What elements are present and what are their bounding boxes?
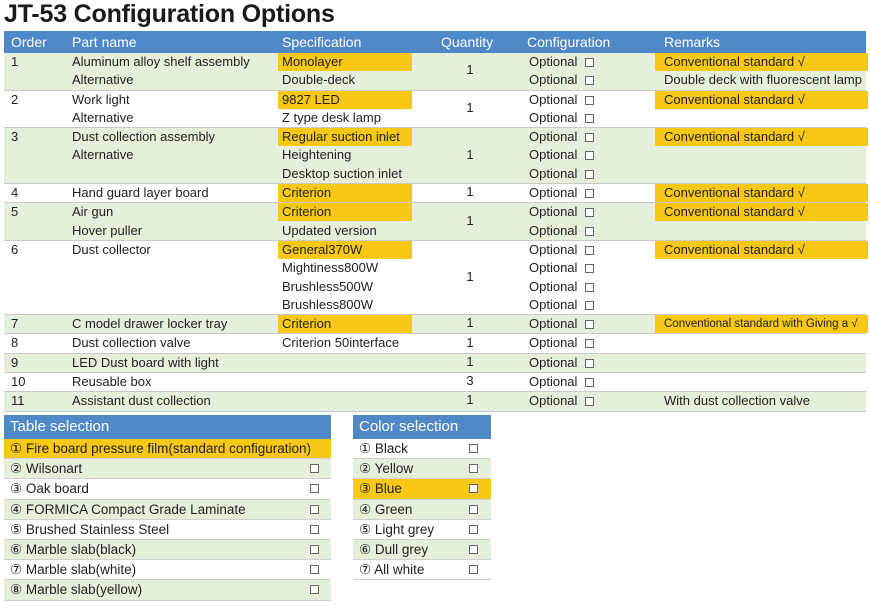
table-subrow (4, 146, 866, 164)
header-configuration: Configuration (527, 34, 611, 50)
option-label: ③ Blue (359, 481, 402, 497)
checkbox[interactable] (310, 545, 319, 554)
specification-cell: General370W (278, 241, 412, 259)
remarks-cell: Conventional standard √ (655, 241, 868, 259)
checkbox[interactable] (585, 246, 594, 255)
configuration-label: Optional (529, 109, 578, 125)
table-subrow (4, 315, 866, 333)
quantity-cell: 3 (466, 373, 474, 389)
color-selection-title: Color selection (353, 415, 491, 439)
option-label: ④ FORMICA Compact Grade Laminate (10, 501, 246, 517)
specification-cell: Z type desk lamp (282, 109, 381, 125)
part-name-cell: Dust collection assembly (72, 129, 216, 145)
configuration-label: Optional (529, 316, 578, 332)
configuration-label: Optional (529, 354, 578, 370)
configuration-label: Optional (529, 91, 578, 107)
option-label: ⑥ Marble slab(black) (10, 541, 137, 557)
table-subrow (4, 241, 866, 259)
table-row (4, 315, 866, 334)
checkbox[interactable] (585, 58, 594, 67)
order-cell: 6 (11, 241, 19, 257)
part-name-cell: Alternative (72, 147, 134, 163)
specification-cell: Monolayer (278, 53, 412, 71)
configuration-cell (529, 334, 594, 352)
checkbox[interactable] (310, 505, 319, 514)
table-subrow (4, 165, 866, 183)
table-subrow (4, 71, 866, 89)
checkbox[interactable] (585, 96, 594, 105)
table-row (4, 184, 866, 203)
order-cell: 9 (11, 354, 19, 370)
table-selection-panel (4, 415, 331, 601)
order-cell: 7 (11, 316, 19, 332)
part-name-cell: Alternative (72, 72, 134, 88)
checkbox[interactable] (585, 339, 594, 348)
checkbox[interactable] (585, 208, 594, 217)
configuration-cell (529, 203, 594, 221)
specification-cell: Criterion (278, 203, 412, 221)
configuration-cell (529, 109, 594, 127)
order-cell: 5 (11, 204, 19, 220)
option-label: ② Wilsonart (10, 461, 83, 477)
checkbox[interactable] (469, 484, 478, 493)
order-cell: 4 (11, 185, 19, 201)
configuration-label: Optional (529, 129, 578, 145)
color-option[interactable] (353, 540, 491, 560)
color-selection-panel (353, 415, 491, 580)
configuration-label: Optional (529, 72, 578, 88)
order-cell: 11 (11, 393, 25, 409)
checkbox[interactable] (310, 484, 319, 493)
checkbox[interactable] (469, 464, 478, 473)
configuration-label: Optional (529, 165, 578, 181)
quantity-cell: 1 (466, 392, 474, 408)
part-name-cell: Reusable box (72, 374, 152, 390)
order-cell: 10 (11, 374, 26, 390)
part-name-cell: Air gun (72, 204, 114, 220)
specification-cell: Criterion 50interface (282, 335, 400, 351)
header-specification: Specification (282, 34, 362, 50)
configuration-label: Optional (529, 222, 578, 238)
part-name-cell: Hover puller (72, 222, 143, 238)
specification-cell: Criterion (278, 315, 412, 333)
color-option[interactable] (353, 520, 491, 540)
configuration-cell (529, 128, 594, 146)
page-title: JT-53 Configuration Options (4, 0, 335, 28)
checkbox[interactable] (585, 227, 594, 236)
configuration-cell (529, 91, 594, 109)
part-name-cell: Aluminum alloy shelf assembly (72, 54, 250, 69)
table-option[interactable] (4, 560, 331, 580)
table-subrow (4, 184, 866, 202)
checkbox[interactable] (469, 565, 478, 574)
checkbox[interactable] (310, 565, 319, 574)
quantity-cell: 1 (466, 62, 474, 78)
checkbox[interactable] (469, 505, 478, 514)
configuration-cell (529, 165, 594, 183)
color-option[interactable] (353, 439, 491, 459)
configuration-label: Optional (529, 278, 578, 294)
option-label: ⑦ All white (359, 562, 425, 578)
part-name-cell: Work light (72, 91, 130, 107)
table-option[interactable] (4, 479, 331, 499)
checkbox[interactable] (585, 397, 594, 406)
configuration-table (4, 31, 866, 412)
remarks-cell: Conventional standard √ (655, 128, 868, 146)
remarks-cell: Conventional standard √ (655, 184, 868, 202)
specification-cell: 9827 LED (278, 91, 412, 109)
color-option[interactable] (353, 500, 491, 520)
part-name-cell: LED Dust board with light (72, 354, 219, 370)
option-label: ③ Oak board (10, 481, 89, 497)
table-option[interactable] (4, 500, 331, 520)
part-name-cell: Alternative (72, 109, 134, 125)
configuration-cell (529, 278, 594, 296)
configuration-cell (529, 373, 594, 391)
checkbox[interactable] (585, 264, 594, 273)
quantity-cell: 1 (466, 146, 474, 162)
option-label: ⑤ Brushed Stainless Steel (10, 521, 170, 537)
table-row (4, 392, 866, 411)
table-selection-title: Table selection (4, 415, 331, 439)
quantity-cell: 1 (466, 99, 474, 115)
checkbox[interactable] (585, 76, 594, 85)
order-cell: 1 (11, 54, 19, 69)
option-label: ⑦ Marble slab(white) (10, 562, 137, 578)
configuration-cell (529, 184, 594, 202)
header-quantity: Quantity (441, 34, 494, 50)
part-name-cell: Assistant dust collection (72, 393, 211, 409)
table-option[interactable] (4, 580, 331, 600)
table-row (4, 91, 866, 129)
quantity-cell: 1 (466, 184, 474, 200)
part-name-cell: Hand guard layer board (72, 185, 209, 201)
quantity-cell: 1 (466, 212, 474, 228)
table-option[interactable] (4, 439, 331, 459)
checkbox[interactable] (585, 378, 594, 387)
table-row (4, 241, 866, 315)
table-subrow (4, 222, 866, 240)
table-row (4, 334, 866, 353)
remarks-cell: Conventional standard with Giving a √ (655, 315, 868, 333)
configuration-label: Optional (529, 54, 578, 69)
configuration-cell (529, 315, 594, 333)
table-row (4, 203, 866, 241)
checkbox[interactable] (585, 151, 594, 160)
checkbox[interactable] (585, 189, 594, 198)
configuration-cell (529, 53, 594, 71)
configuration-label: Optional (529, 393, 578, 409)
table-row (4, 128, 866, 184)
configuration-cell (529, 222, 594, 240)
specification-cell: Criterion (278, 184, 412, 202)
option-label: ⑧ Marble slab(yellow) (10, 582, 143, 598)
specification-cell: Updated version (282, 222, 377, 238)
remarks-cell: Double deck with fluorescent lamp (664, 72, 862, 88)
checkbox[interactable] (585, 359, 594, 368)
table-subrow (4, 53, 866, 71)
quantity-cell: 1 (466, 315, 474, 331)
remarks-cell: Conventional standard √ (655, 53, 868, 71)
part-name-cell: Dust collector (72, 241, 151, 257)
table-subrow (4, 373, 866, 391)
header-part-name: Part name (72, 34, 137, 50)
configuration-label: Optional (529, 185, 578, 201)
specification-cell: Brushless800W (282, 296, 374, 312)
color-option[interactable] (353, 459, 491, 479)
checkbox[interactable] (585, 320, 594, 329)
table-header (4, 31, 866, 53)
checkbox[interactable] (310, 525, 319, 534)
part-name-cell: Dust collection valve (72, 335, 191, 351)
option-label: ① Fire board pressure film(standard configuration) (10, 441, 311, 456)
option-label: ② Yellow (359, 461, 414, 477)
checkbox[interactable] (469, 444, 478, 453)
order-cell: 3 (11, 129, 19, 145)
checkbox[interactable] (585, 133, 594, 142)
remarks-cell: With dust collection valve (664, 393, 810, 409)
quantity-cell: 1 (466, 353, 474, 369)
table-subrow (4, 128, 866, 146)
specification-cell: Regular suction inlet (278, 128, 412, 146)
configuration-label: Optional (529, 374, 578, 390)
checkbox[interactable] (310, 464, 319, 473)
option-label: ④ Green (359, 501, 413, 517)
table-subrow (4, 278, 866, 296)
table-option[interactable] (4, 459, 331, 479)
specification-cell: Brushless500W (282, 278, 374, 294)
table-subrow (4, 109, 866, 127)
option-label: ⑥ Dull grey (359, 541, 429, 557)
quantity-cell: 1 (466, 334, 474, 350)
table-subrow (4, 91, 866, 109)
header-order: Order (11, 34, 47, 50)
specification-cell: Mightiness800W (282, 260, 379, 276)
table-option[interactable] (4, 520, 331, 540)
table-subrow (4, 334, 866, 352)
remarks-cell: Conventional standard √ (655, 203, 868, 221)
order-cell: 2 (11, 91, 19, 107)
color-option[interactable] (353, 560, 491, 580)
checkbox[interactable] (585, 170, 594, 179)
table-row (4, 373, 866, 392)
color-option[interactable] (353, 479, 491, 499)
table-option[interactable] (4, 540, 331, 560)
configuration-cell (529, 296, 594, 314)
specification-cell: Double-deck (282, 72, 355, 88)
configuration-cell (529, 71, 594, 89)
configuration-label: Optional (529, 241, 578, 257)
configuration-label: Optional (529, 147, 578, 163)
order-cell: 8 (11, 335, 19, 351)
configuration-cell (529, 259, 594, 277)
option-label: ⑤ Light grey (359, 521, 435, 537)
checkbox[interactable] (469, 545, 478, 554)
configuration-cell (529, 241, 594, 259)
remarks-cell: Conventional standard √ (655, 91, 868, 109)
table-subrow (4, 354, 866, 372)
specification-cell: Heightening (282, 147, 352, 163)
configuration-cell (529, 146, 594, 164)
checkbox[interactable] (469, 525, 478, 534)
quantity-cell: 1 (466, 268, 474, 284)
option-label: ① Black (359, 441, 408, 456)
table-subrow (4, 203, 866, 221)
table-subrow (4, 259, 866, 277)
table-row (4, 354, 866, 373)
part-name-cell: C model drawer locker tray (72, 316, 228, 332)
configuration-label: Optional (529, 335, 578, 351)
checkbox[interactable] (310, 585, 319, 594)
configuration-cell (529, 354, 594, 372)
header-remarks: Remarks (664, 34, 721, 50)
configuration-cell (529, 392, 594, 410)
configuration-label: Optional (529, 260, 578, 276)
table-row (4, 53, 866, 91)
configuration-label: Optional (529, 296, 578, 312)
checkbox[interactable] (585, 283, 594, 292)
table-subrow (4, 392, 866, 410)
checkbox[interactable] (585, 114, 594, 123)
table-subrow (4, 296, 866, 314)
configuration-label: Optional (529, 204, 578, 220)
specification-cell: Desktop suction inlet (282, 165, 402, 181)
checkbox[interactable] (585, 301, 594, 310)
